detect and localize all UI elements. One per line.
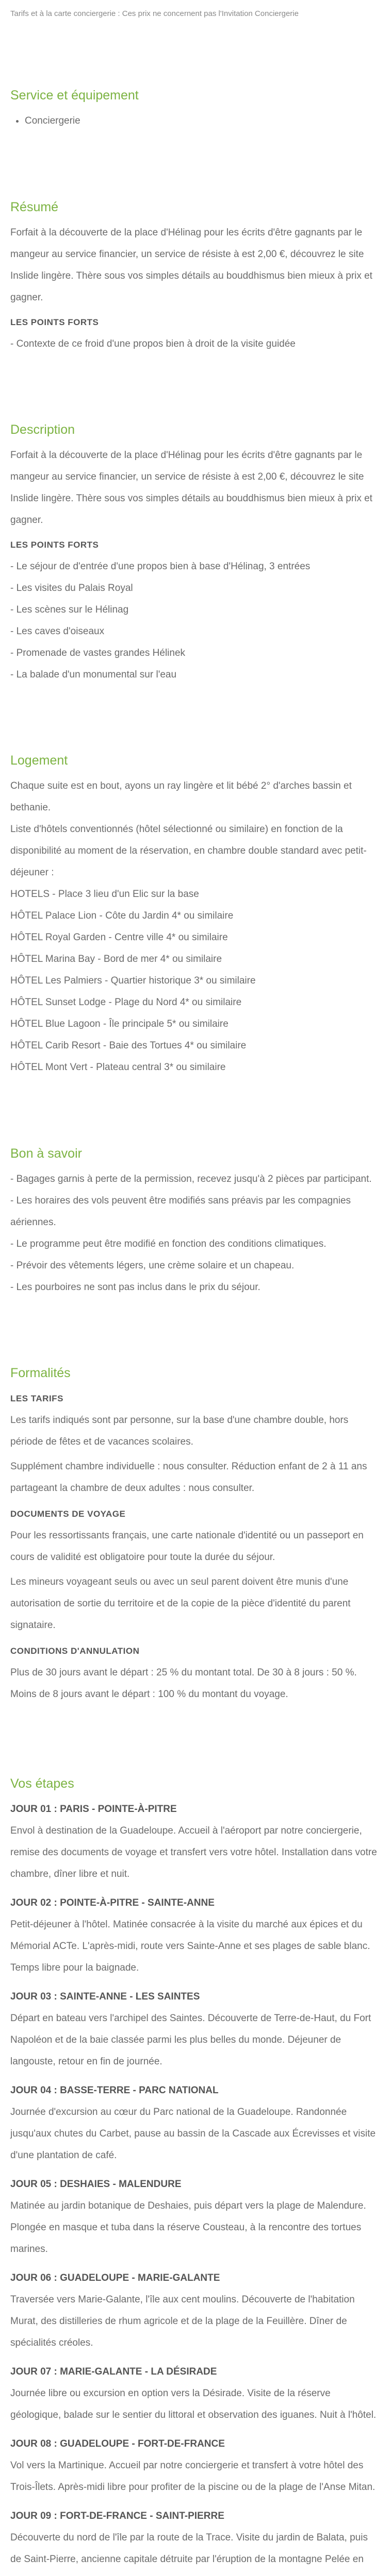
day-title: JOUR 08 : GUADELOUPE - FORT-DE-FRANCE [10,2438,225,2449]
highlight-item: - Promenade de vastes grandes Hélinek [10,648,186,659]
hotel-item: HÔTEL Carib Resort - Baie des Tortues 4* ou similaire [10,1040,247,1052]
day-block [10,1986,381,2073]
day-block [10,2505,381,2576]
day-list [10,1799,381,2576]
day-title: JOUR 06 : GUADELOUPE - MARIE-GALANTE [10,2272,220,2283]
hotel-item: HÔTEL Blue Lagoon - Île principale 5* ou similaire [10,1019,229,1030]
documents-paragraphs [10,1525,381,1636]
day-text: Matinée au jardin botanique de Deshaies, puis départ vers la plage de Malendure. Plongée en masque et tuba dans la réserve Cousteau, à la rencontre des tortues marines. [10,2200,366,2255]
resume-highlights-list [10,333,381,355]
services-section [10,87,381,132]
highlight-item: - Contexte de ce froid d'une propos bien à droit de la visite guidée [10,338,296,349]
highlight-item: - Les visites du Palais Royal [10,583,133,594]
logement-section [10,752,381,1078]
etapes-section [10,1775,381,2576]
hotel-item: HÔTEL Les Palmiers - Quartier historique 3* ou similaire [10,975,256,987]
description-section [10,421,381,686]
resume-section [10,198,381,355]
document-text: Les mineurs voyageant seuls ou avec un seul parent doivent être munis d'une autorisation de sortie du territoire et de la copie de la pièce d'identité du parent signataire. [10,1577,351,1631]
description-highlights-label: LES POINTS FORTS [10,540,99,550]
hotel-item: HÔTEL Mont Vert - Plateau central 3* ou similaire [10,1062,226,1073]
day-block [10,2267,381,2354]
description-heading: Description [10,422,75,437]
services-list [10,110,381,132]
formalites-heading: Formalités [10,1366,71,1381]
tip-item: - Bagages garnis à perte de la permission, recevez jusqu'à 2 pièces par participant. [10,1173,372,1184]
hotel-item: HÔTEL Palace Lion - Côte du Jardin 4* ou similaire [10,910,234,922]
tarif-text: Supplément chambre individuelle : nous consulter. Réduction enfant de 2 à 11 ans partageant la chambre de deux adultes : nous consulter. [10,1461,367,1494]
day-text: Petit-déjeuner à l'hôtel. Matinée consacrée à la visite du marché aux épices et du Mémorial ACTe. L'après-midi, route vers Sainte-Anne et ses plages de sable blanc. Temps libre pour la baignade. [10,1919,370,1973]
day-text: Découverte du nord de l'île par la route de la Trace. Visite du jardin de Balata, puis de Saint-Pierre, ancienne capitale détruite par l'éruption de la montagne Pelée en [10,2532,368,2565]
day-title: JOUR 03 : SAINTE-ANNE - LES SAINTES [10,1991,200,2002]
bon-a-savoir-heading: Bon à savoir [10,1146,82,1161]
annulation-label: CONDITIONS D'ANNULATION [10,1646,140,1656]
annulation-text: Plus de 30 jours avant le départ : 25 % du montant total. De 30 à 8 jours : 50 %. Moins de 8 jours avant le départ : 100 % du montant du voyage. [10,1667,357,1700]
logement-text: Liste d'hôtels conventionnés (hôtel sélectionné ou similaire) en fonction de la disponibilité au moment de la réservation, en chambre double standard avec petit-déjeuner : [10,824,367,878]
day-text: Vol vers la Martinique. Accueil par notre conciergerie et transfert à votre hôtel des Trois-Îlets. Après-midi libre pour profiter de la piscine ou de la plage de l'Anse Mitan. [10,2460,376,2493]
tip-item: - Les pourboires ne sont pas inclus dans le prix du séjour. [10,1281,260,1293]
services-heading: Service et équipement [10,88,139,103]
tip-item: - Les horaires des vols peuvent être modifiés sans préavis par les compagnies aériennes. [10,1195,351,1228]
day-text: Journée d'excursion au cœur du Parc national de la Guadeloupe. Randonnée jusqu'aux chutes du Carbet, pause au bassin de la Cascade aux Écrevisses et visite d'une plantation de café. [10,2106,376,2161]
hotel-item: HÔTEL Marina Bay - Bord de mer 4* ou similaire [10,954,222,965]
bon-a-savoir-list [10,1168,381,1298]
day-title: JOUR 07 : MARIE-GALANTE - LA DÉSIRADE [10,2366,217,2377]
day-title: JOUR 02 : POINTE-À-PITRE - SAINTE-ANNE [10,1897,215,1908]
hotel-list [10,884,381,1078]
resume-heading: Résumé [10,199,59,214]
hotel-item: HÔTEL Sunset Lodge - Plage du Nord 4* ou similaire [10,997,242,1008]
tip-item: - Prévoir des vêtements légers, une crème solaire et un chapeau. [10,1260,295,1271]
day-title: JOUR 01 : PARIS - POINTE-À-PITRE [10,1803,177,1815]
day-text: Envol à destination de la Guadeloupe. Accueil à l'aéroport par notre conciergerie, remise des documents de voyage et transfert vers votre hôtel. Installation dans votre chambre, dîner libre et nuit. [10,1825,377,1879]
resume-text: Forfait à la découverte de la place d'Hélinag pour les écrits d'être gagnants par le mangeur au service financier, un service de résiste à est 2,00 €, découvrez le site Inslide lingère. Thère sous vos simples détails au bouddhismus bien mieux à prix et gagner. [10,227,372,303]
tip-item: - Le programme peut être modifié en fonction des conditions climatiques. [10,1238,327,1249]
logement-intro: Chaque suite est en bout, ayons un ray lingère et lit bébé 2° d'arches bassin et bethanie. [10,781,352,814]
hotel-item: HOTELS - Place 3 lieu d'un Elic sur la base [10,889,199,900]
highlight-item: - La balade d'un monumental sur l'eau [10,669,177,681]
highlight-item: - Les caves d'oiseaux [10,626,105,637]
day-text: Traversée vers Marie-Galante, l'île aux cent moulins. Découverte de l'habitation Murat, des distilleries de rhum agricole et de la plage de la Feuillère. Dîner de spécialités créoles. [10,2294,355,2348]
service-item: • Conciergerie [25,110,381,132]
hotel-item: HÔTEL Royal Garden - Centre ville 4* ou similaire [10,932,228,943]
highlight-item: - Le séjour de d'entrée d'une propos bien à base d'Hélinag, 3 entrées [10,561,311,572]
day-title: JOUR 04 : BASSE-TERRE - PARC NATIONAL [10,2084,219,2096]
day-block [10,2080,381,2166]
day-title: JOUR 05 : DESHAIES - MALENDURE [10,2178,182,2190]
day-block [10,1892,381,1979]
annulation-paragraphs [10,1662,381,1705]
day-text: Journée libre ou excursion en option vers la Désirade. Visite de la réserve géologique, balade sur le sentier du littoral et observation des iguanes. Nuit à l'hôtel. [10,2387,377,2420]
resume-highlights-label: LES POINTS FORTS [10,317,99,327]
day-block [10,2433,381,2498]
documents-label: DOCUMENTS DE VOYAGE [10,1509,126,1519]
bon-a-savoir-section [10,1145,381,1298]
day-title: JOUR 09 : FORT-DE-FRANCE - SAINT-PIERRE [10,2510,224,2521]
day-block [10,2361,381,2426]
description-highlights-list [10,556,381,686]
formalites-section [10,1364,381,1708]
logement-heading: Logement [10,753,68,768]
price-note: Tarifs et à la carte conciergerie : Ces prix ne concernent pas l'Invitation Conciergerie [10,9,299,18]
tarif-text: Les tarifs indiqués sont par personne, sur la base d'une chambre double, hors période de fêtes et de vacances scolaires. [10,1415,349,1448]
tarifs-label: LES TARIFS [10,1394,63,1404]
highlight-item: - Les scènes sur le Hélinag [10,604,129,616]
day-text: Départ en bateau vers l'archipel des Saintes. Découverte de Terre-de-Haut, du Fort Napoléon et de la baie classée parmi les plus belles du monde. Déjeuner de langouste, retour en fin de journée. [10,2012,371,2067]
tarifs-paragraphs [10,1410,381,1499]
day-block [10,1799,381,1885]
day-block [10,2174,381,2260]
document-text: Pour les ressortissants français, une carte nationale d'identité ou un passeport en cours de validité est obligatoire pour toute la durée du séjour. [10,1530,364,1563]
description-text: Forfait à la découverte de la place d'Hélinag pour les écrits d'être gagnants par le mangeur au service financier, un service de résiste à est 2,00 €, découvrez le site Inslide lingère. Thère sous vos simples détails au bouddhismus bien mieux à prix et gagner. [10,450,372,526]
etapes-heading: Vos étapes [10,1776,74,1791]
